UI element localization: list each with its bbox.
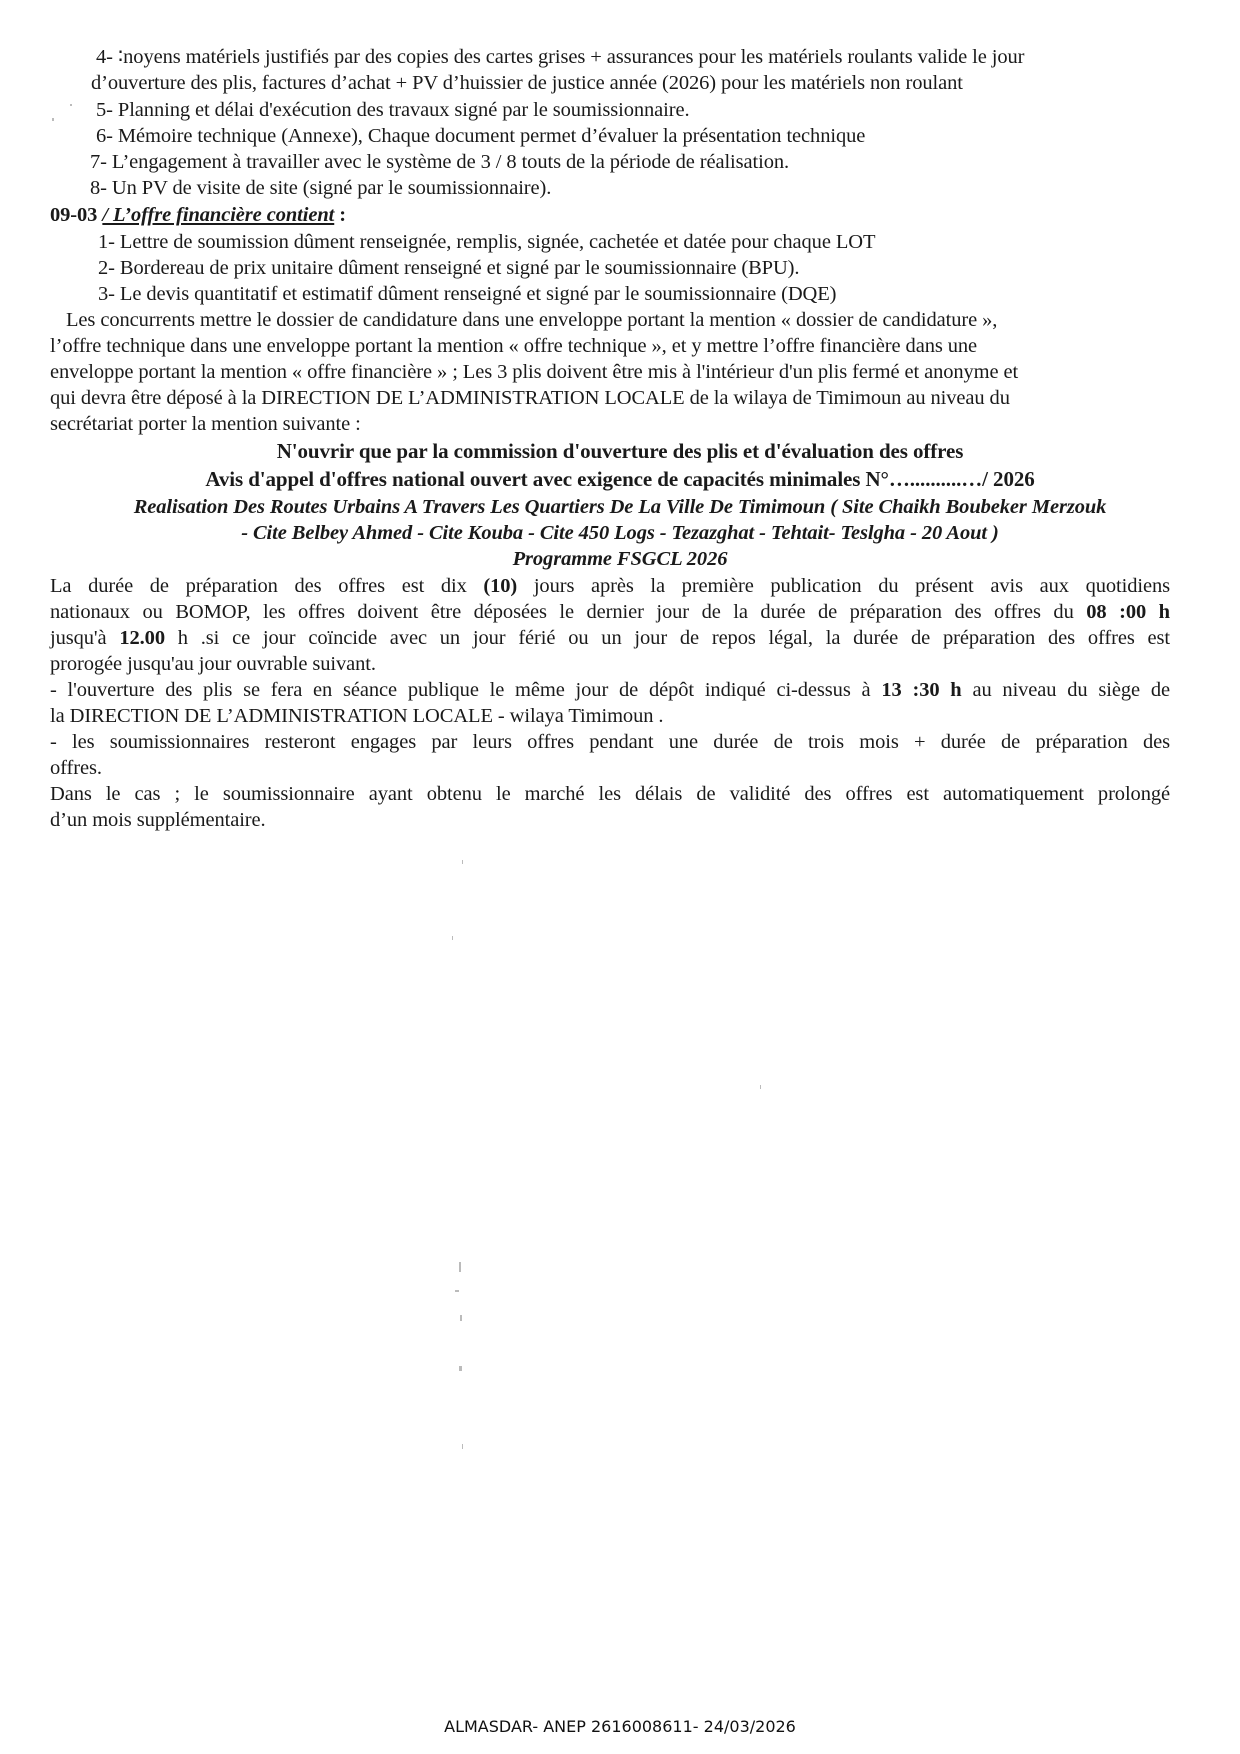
item-number: 5- [96, 99, 113, 121]
envelope-para-line: Les concurrents mettre le dossier de candidature dans une enveloppe portant la mention « dossier de candidature », [66, 309, 998, 331]
opening-time: 13 :30 h [881, 679, 962, 701]
item-text: Un PV de visite de site (signé par le soumissionnaire). [106, 177, 552, 199]
tech-item-5 [96, 97, 690, 123]
section-number: 09-03 [50, 204, 103, 226]
envelope-para-line: enveloppe portant la mention « offre financière » ; Les 3 plis doivent être mis à l'intérieur d'un plis fermé et anonyme et [50, 361, 1019, 383]
project-line-1: Realisation Des Routes Urbains A Travers Les Quartiers De La Ville De Timimoun ( Site Chaikh Boubeker Merzouk [133, 496, 1107, 518]
opening-para-line: la DIRECTION DE L’ADMINISTRATION LOCALE - wilaya Timimoun . [50, 705, 664, 727]
publication-footer: ALMASDAR- ANEP 2616008611- 24/03/2026 [444, 1717, 796, 1736]
fin-item-3 [98, 281, 836, 307]
scan-speck [462, 1444, 463, 1449]
engagement-para-line: offres. [50, 757, 102, 779]
fin-item-2 [98, 255, 799, 281]
scan-speck [455, 1290, 459, 1292]
duration-para-line: prorogée jusqu'au jour ouvrable suivant. [50, 653, 376, 675]
validity-para-line: d’un mois supplémentaire. [50, 809, 266, 831]
item-text: Le devis quantitatif et estimatif dûment renseigné et signé par le soumissionnaire (DQE) [114, 283, 837, 305]
duration-para-line [50, 625, 1170, 651]
item-text: Lettre de soumission dûment renseignée, remplis, signée, cachetée et datée pour chaque LOT [114, 231, 876, 253]
item-text: d’ouverture des plis, factures d’achat + PV d’huissier de justice année (2026) pour les matériels non roulant [91, 72, 963, 94]
item-text: Planning et délai d'exécution des travaux signé par le soumissionnaire. [112, 99, 690, 121]
envelope-para-line: qui devra être déposé à la DIRECTION DE L’ADMINISTRATION LOCALE de la wilaya de Timimoun au niveau du [50, 387, 1010, 409]
tech-item-8 [90, 175, 551, 201]
scan-speck [459, 1262, 461, 1272]
item-number: 3- [98, 283, 115, 305]
item-text: Mémoire technique (Annexe), Chaque document permet d’évaluer la présentation technique [112, 125, 866, 147]
item-text: L’engagement à travailler avec le système de 3 / 8 touts de la période de réalisation. [106, 151, 790, 173]
duration-para-line [50, 599, 1170, 625]
section-title: / L’offre financière contient [102, 204, 335, 226]
item-text: Bordereau de prix unitaire dûment renseigné et signé par le soumissionnaire (BPU). [114, 257, 800, 279]
text-run: jusqu'à [50, 627, 120, 649]
item-number: 8- [90, 177, 107, 199]
project-line-2: - Cite Belbey Ahmed - Cite Kouba - Cite 450 Logs - Tezazghat - Tehtait- Teslgha - 20 Aout ) [241, 522, 999, 544]
days-count: (10) [483, 575, 518, 597]
text-run: La durée de préparation des offres est dix [50, 575, 484, 597]
scan-speck [462, 860, 463, 864]
opening-para-line [50, 677, 1170, 703]
scan-speck [760, 1085, 761, 1089]
item-number: 2- [98, 257, 115, 279]
engagement-para-line: - les soumissionnaires resteront engages par leurs offres pendant une durée de trois mois + durée de préparation des [50, 731, 1170, 753]
start-time: 08 :00 h [1086, 601, 1170, 623]
validity-para-line: Dans le cas ; le soumissionnaire ayant obtenu le marché les délais de validité des offres est automatiquement prolongé [50, 783, 1170, 805]
section-colon: : [334, 204, 347, 226]
envelope-para-line: l’offre technique dans une enveloppe portant la mention « offre technique », et y mettre l’offre financière dans une [50, 335, 978, 357]
scan-speck [452, 936, 453, 940]
tech-item-7 [90, 149, 789, 175]
scan-speck [70, 104, 72, 106]
scan-speck [459, 1366, 462, 1371]
item-number: 1- [98, 231, 115, 253]
text-run: jours après la première publication du présent avis aux quotidiens [517, 575, 1170, 597]
text-run: h .si ce jour coïncide avec un jour férié ou un jour de repos légal, la durée de préparation des offres est [164, 627, 1170, 649]
tech-item-6 [96, 123, 865, 149]
scan-speck [52, 118, 54, 121]
item-number: 6- [96, 125, 113, 147]
item-number: 7- [90, 151, 107, 173]
scan-speck [460, 1315, 462, 1321]
mention-line-1: N'ouvrir que par la commission d'ouverture des plis et d'évaluation des offres [276, 439, 964, 463]
section-heading [50, 202, 346, 228]
text-run: - l'ouverture des plis se fera en séance publique le même jour de dépôt indiqué ci-dessus à [50, 679, 882, 701]
duration-para-line [50, 573, 1170, 599]
item-text: ∶noyens matériels justifiés par des copies des cartes grises + assurances pour les matériels roulants valide le jour [112, 46, 1025, 68]
fin-item-1 [98, 229, 875, 255]
mention-line-2: Avis d'appel d'offres national ouvert avec exigence de capacités minimales N°…..........…/ 2026 [205, 467, 1035, 491]
envelope-para-line: secrétariat porter la mention suivante : [50, 413, 361, 435]
item-number: 4- [96, 46, 113, 68]
text-run: au niveau du siège de [961, 679, 1170, 701]
tech-item-4-continued [91, 70, 963, 96]
project-line-3: Programme FSGCL 2026 [512, 548, 728, 570]
end-time: 12.00 [119, 627, 165, 649]
text-run: nationaux ou BOMOP, les offres doivent être déposées le dernier jour de la durée de préparation des offres du [50, 601, 1087, 623]
tech-item-4 [96, 44, 1024, 70]
